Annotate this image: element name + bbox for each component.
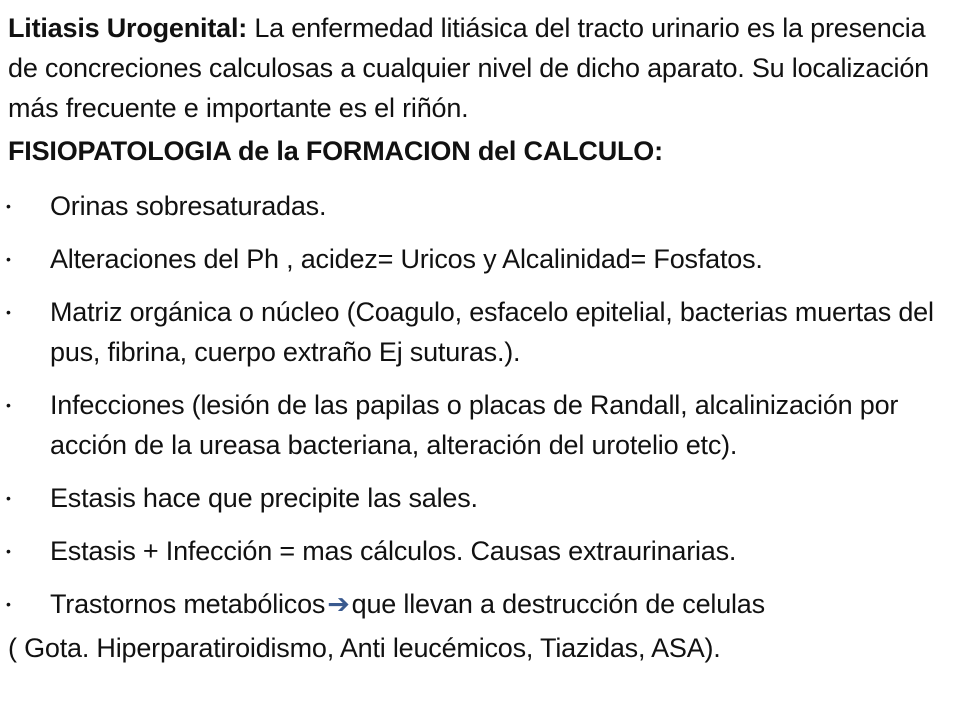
intro-label: Litiasis Urogenital: xyxy=(8,13,248,43)
list-item xyxy=(0,584,960,624)
bullet-icon: • xyxy=(6,397,11,413)
bullet-icon: • xyxy=(6,490,11,506)
bullet-text: Orinas sobresaturadas. xyxy=(50,191,327,221)
bullet-text: Estasis + Infección = mas cálculos. Causas extraurinarias. xyxy=(50,536,737,566)
bullet-icon: • xyxy=(6,596,11,612)
bullet-icon: • xyxy=(6,198,11,214)
list-item xyxy=(0,531,960,571)
intro-text: La enfermedad litiásica del tracto urinario es la presencia de concreciones calculosas a cualquier nivel de dicho aparato. Su localización más frecuente e importante es el riñón. xyxy=(8,13,929,123)
bullet-text: Estasis hace que precipite las sales. xyxy=(50,483,478,513)
intro-paragraph xyxy=(8,8,948,128)
bullet-icon: • xyxy=(6,251,11,267)
bullet-icon: • xyxy=(6,304,11,320)
bullet-text-after-arrow: que llevan a destrucción de celulas xyxy=(351,589,765,619)
bullet-icon: • xyxy=(6,543,11,559)
list-item xyxy=(0,385,960,465)
bullet-text: Matriz orgánica o núcleo (Coagulo, esfacelo epitelial, bacterias muertas del pus, fibrina, cuerpo extraño Ej suturas.). xyxy=(50,297,934,367)
bullet-list xyxy=(0,186,960,637)
list-item xyxy=(0,292,960,372)
bullet-text-before-arrow: Trastornos metabólicos xyxy=(50,589,326,619)
list-item xyxy=(0,186,960,226)
closing-line: ( Gota. Hiperparatiroidismo, Anti leucémicos, Tiazidas, ASA). xyxy=(8,633,721,663)
list-item xyxy=(0,239,960,279)
list-item xyxy=(0,478,960,518)
bullet-text: Infecciones (lesión de las papilas o placas de Randall, alcalinización por acción de la ureasa bacteriana, alteración del urotelio etc). xyxy=(50,390,899,460)
bullet-text: Alteraciones del Ph , acidez= Uricos y Alcalinidad= Fosfatos. xyxy=(50,244,763,274)
section-heading: FISIOPATOLOGIA de la FORMACION del CALCULO: xyxy=(8,136,663,166)
right-arrow-icon: ➔ xyxy=(327,589,350,619)
